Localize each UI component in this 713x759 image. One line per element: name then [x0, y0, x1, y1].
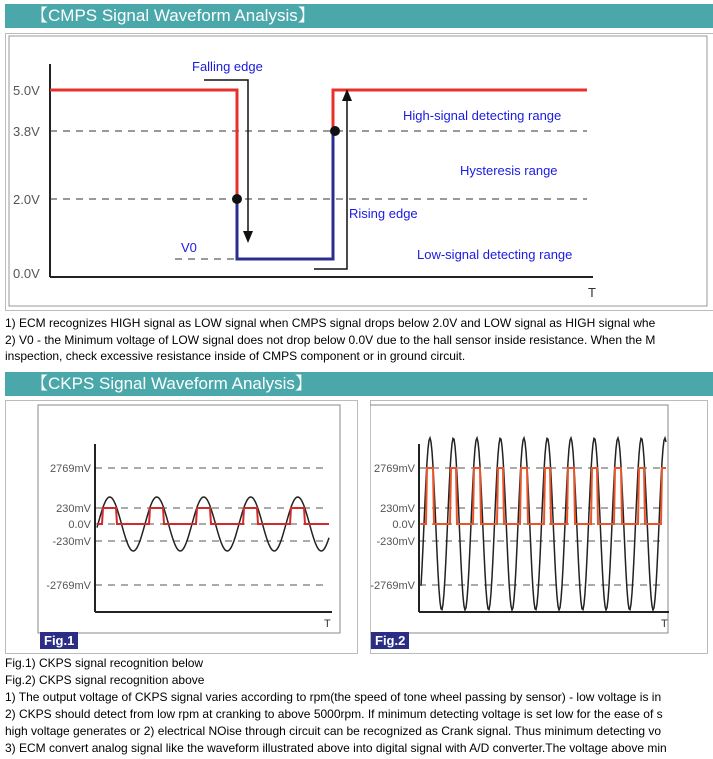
ckps-figure-2 [370, 400, 708, 654]
label-0v: 0.0V [13, 266, 40, 281]
axis-label: 230mV [56, 503, 91, 515]
cmps-note: inspection, check excessive resistance inside of CMPS component or in ground circuit. [5, 349, 466, 363]
ckps-figure-1 [5, 400, 358, 654]
t-label: T [661, 618, 668, 630]
axis-label: 0.0V [392, 519, 415, 531]
low-range-label: Low-signal detecting range [417, 247, 573, 262]
cmps-diagram [5, 33, 713, 311]
ckps-section-header: 【CKPS Signal Waveform Analysis】 [5, 372, 713, 396]
v0-label: V0 [181, 240, 197, 255]
high-range-label: High-signal detecting range [403, 108, 562, 123]
label-t: T [588, 285, 596, 300]
ckps-note: 3) ECM convert analog signal like the waveform illustrated above into digital signal with A/D converter.The voltage above min [5, 741, 667, 755]
label-3-8v: 3.8V [13, 124, 40, 139]
ckps-note: Fig.2) CKPS signal recognition above [5, 673, 205, 687]
falling-edge-label: Falling edge [192, 59, 263, 74]
cmps-section-header: 【CMPS Signal Waveform Analysis】 [5, 4, 713, 28]
cmps-note: 1) ECM recognizes HIGH signal as LOW signal when CMPS signal drops below 2.0V and LOW signal as HIGH signal whe [5, 316, 656, 330]
ckps-note: 2) CKPS should detect from low rpm at cranking to above 5000rpm. If minimum detecting voltage is set low for the ease of s [5, 707, 663, 721]
ckps-note: 1) The output voltage of CKPS signal varies according to rpm(the speed of tone wheel passing by sensor) - low voltage is in [5, 690, 662, 704]
cmps-note: 2) V0 - the Minimum voltage of LOW signal does not drop below 0.0V due to the hall sensor inside resistance. When the M [5, 333, 656, 347]
ckps-note: Fig.1) CKPS signal recognition below [5, 656, 204, 670]
fig2-tag: Fig.2 [371, 632, 409, 649]
axis-label: 0.0V [68, 519, 91, 531]
rising-edge-label: Rising edge [349, 206, 418, 221]
hysteresis-label: Hysteresis range [460, 163, 558, 178]
axis-label: 2769mV [50, 463, 91, 475]
t-label: T [324, 618, 331, 630]
axis-label: -2769mV [46, 580, 91, 592]
axis-label: 2769mV [374, 463, 415, 475]
label-5v: 5.0V [13, 83, 40, 98]
label-2v: 2.0V [13, 192, 40, 207]
axis-label: -2769mV [370, 580, 415, 592]
axis-label: -230mV [52, 536, 91, 548]
ckps-note: high voltage generates or 2) electrical NOise through circuit can be recognized as Crank signal. Thus minimum detecting vo [5, 724, 662, 738]
fig1-tag: Fig.1 [40, 632, 78, 649]
axis-label: 230mV [380, 503, 415, 515]
axis-label: -230mV [376, 536, 415, 548]
